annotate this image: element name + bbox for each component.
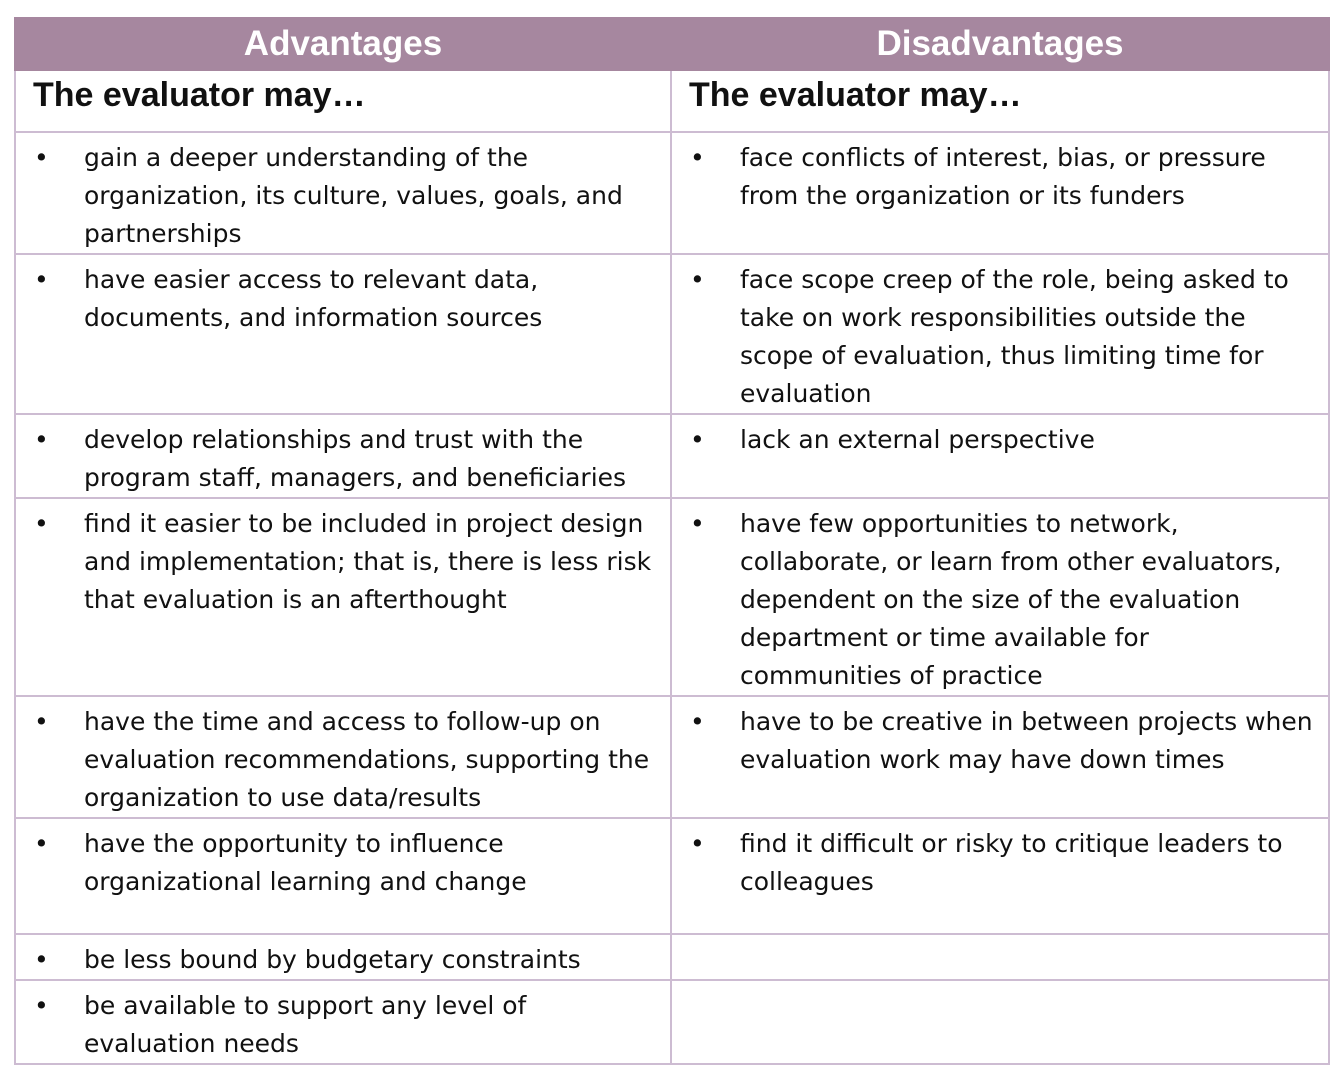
disadvantage-text: have few opportunities to network, collaborate, or learn from other evaluators, dependent on the size of the evaluation department or time available for communities of practice: [740, 509, 1282, 690]
disadvantage-text: lack an external perspective: [740, 425, 1095, 454]
disadvantage-text: have to be creative in between projects when evaluation work may have down times: [740, 707, 1313, 774]
bullet-icon: •: [34, 265, 49, 294]
disadvantage-text: find it difficult or risky to critique leaders to colleagues: [740, 829, 1283, 896]
bullet-icon: •: [34, 425, 49, 454]
header-row: [15, 18, 1329, 70]
empty-cell: [671, 980, 1329, 1064]
advantage-text: develop relationships and trust with the program staff, managers, and beneficiaries: [84, 425, 627, 492]
table-row: [15, 414, 1329, 498]
table-row: [15, 498, 1329, 696]
disadvantages-subheader: The evaluator may…: [671, 70, 1329, 132]
advantage-cell: [15, 414, 671, 498]
advantage-text: find it easier to be included in project design and implementation; that is, there is less risk that evaluation is an afterthought: [84, 509, 652, 614]
advantage-text: gain a deeper understanding of the organization, its culture, values, goals, and partnerships: [84, 143, 623, 248]
disadvantage-cell: [671, 696, 1329, 818]
bullet-icon: •: [690, 829, 705, 858]
table-row: [15, 934, 1329, 980]
table-row: [15, 980, 1329, 1064]
advantage-text: be available to support any level of evaluation needs: [84, 991, 527, 1058]
advantage-text: have the time and access to follow-up on evaluation recommendations, supporting the organization to use data/results: [84, 707, 650, 812]
disadvantage-cell: [671, 498, 1329, 696]
table-row: [15, 132, 1329, 254]
advantage-cell: [15, 934, 671, 980]
advantage-cell: [15, 498, 671, 696]
bullet-icon: •: [690, 425, 705, 454]
bullet-icon: •: [690, 707, 705, 736]
advantage-cell: [15, 696, 671, 818]
subheader-row: [15, 70, 1329, 132]
disadvantage-text: face scope creep of the role, being asked to take on work responsibilities outside the scope of evaluation, thus limiting time for evaluation: [740, 265, 1289, 408]
disadvantage-cell: [671, 132, 1329, 254]
advantage-cell: [15, 254, 671, 414]
bullet-icon: •: [34, 509, 49, 538]
advantage-text: have the opportunity to influence organizational learning and change: [84, 829, 527, 896]
empty-cell: [671, 934, 1329, 980]
advantages-disadvantages-table: [14, 17, 1330, 1065]
bullet-icon: •: [690, 143, 705, 172]
disadvantage-cell: [671, 414, 1329, 498]
table-row: [15, 818, 1329, 934]
bullet-icon: •: [690, 265, 705, 294]
bullet-icon: •: [34, 991, 49, 1020]
advantages-header: Advantages: [15, 18, 671, 70]
bullet-icon: •: [34, 945, 49, 974]
advantage-cell: [15, 132, 671, 254]
advantage-cell: [15, 818, 671, 934]
advantage-text: be less bound by budgetary constraints: [84, 945, 581, 974]
disadvantages-header: Disadvantages: [671, 18, 1329, 70]
table-row: [15, 254, 1329, 414]
advantage-text: have easier access to relevant data, documents, and information sources: [84, 265, 543, 332]
bullet-icon: •: [34, 143, 49, 172]
bullet-icon: •: [34, 829, 49, 858]
disadvantage-cell: [671, 254, 1329, 414]
table-row: [15, 696, 1329, 818]
disadvantage-cell: [671, 818, 1329, 934]
advantages-subheader: The evaluator may…: [15, 70, 671, 132]
disadvantage-text: face conflicts of interest, bias, or pressure from the organization or its funders: [740, 143, 1266, 210]
advantage-cell: [15, 980, 671, 1064]
bullet-icon: •: [34, 707, 49, 736]
bullet-icon: •: [690, 509, 705, 538]
